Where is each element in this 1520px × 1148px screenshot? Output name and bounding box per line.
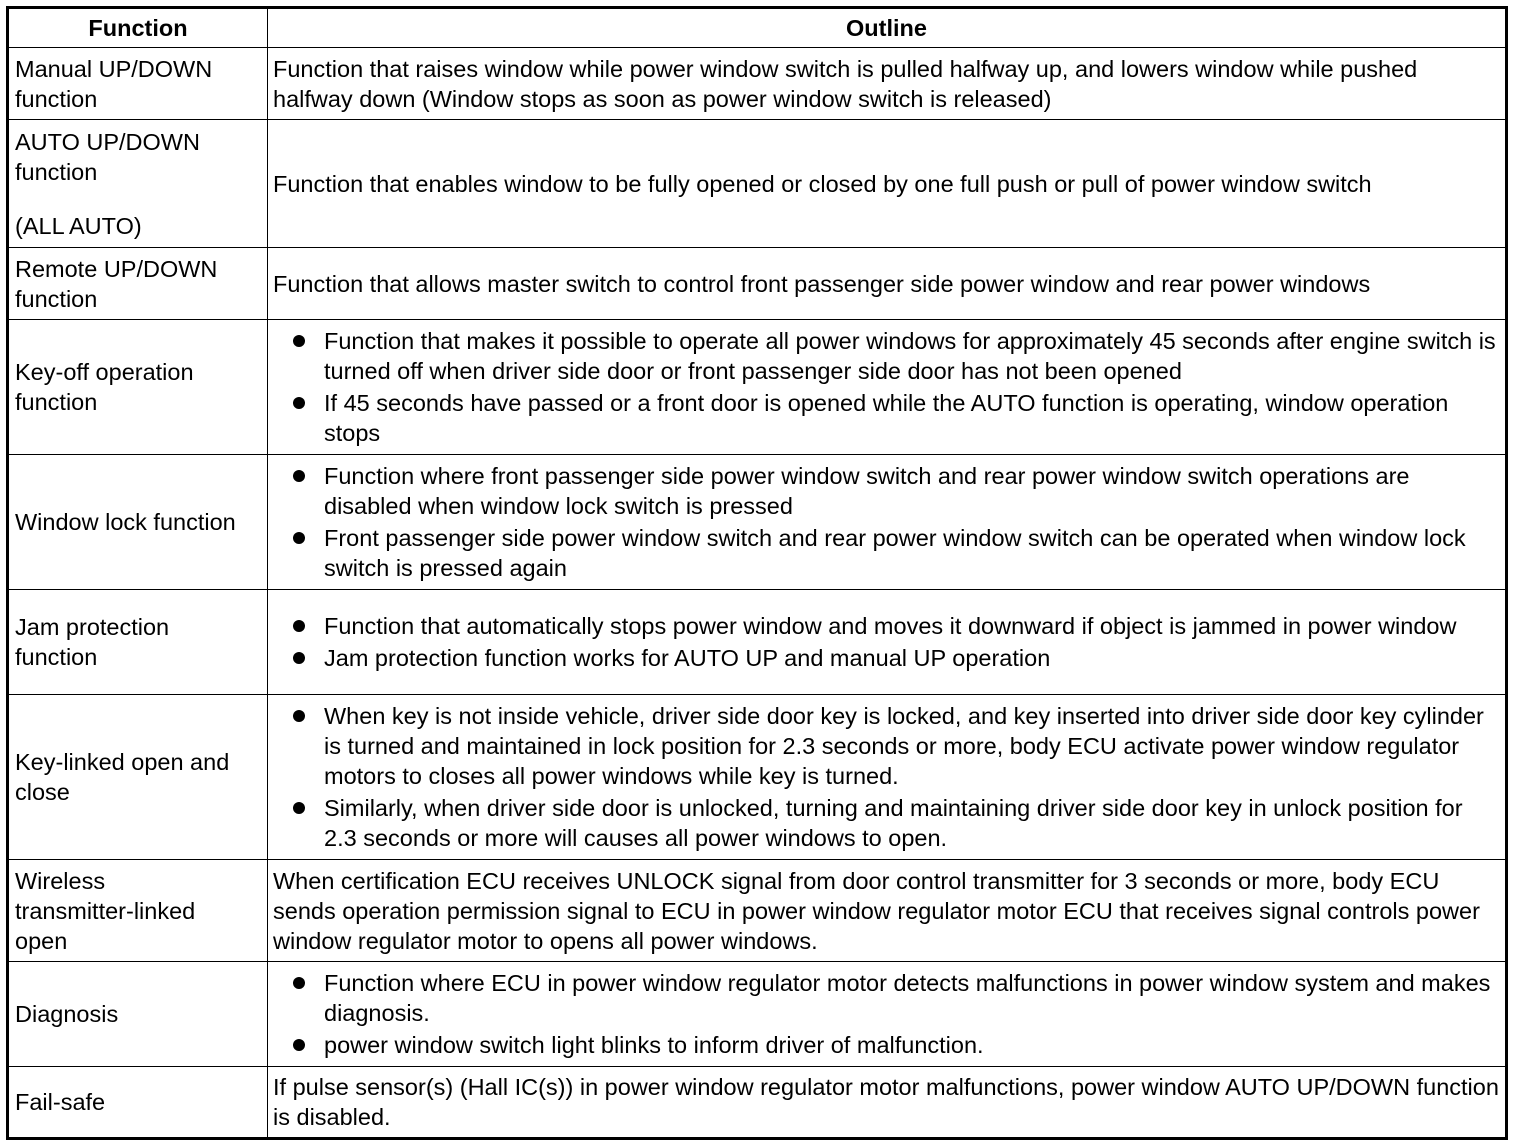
function-label: Key-off operation	[15, 359, 194, 385]
table-row	[8, 590, 1507, 695]
function-label: AUTO UP/DOWN	[15, 128, 200, 155]
outline-cell	[268, 695, 1507, 860]
function-cell	[8, 248, 268, 320]
function-label: Fail-safe	[15, 1089, 106, 1115]
bullet-text: If 45 seconds have passed or a front door is opened while the AUTO function is operating, window operation stops	[324, 390, 1449, 446]
function-label: Key-linked open and	[15, 749, 230, 775]
bullet-list	[278, 461, 1501, 583]
list-item	[278, 388, 1501, 448]
outline-cell: If pulse sensor(s) (Hall IC(s)) in power window regulator motor malfunctions, power window AUTO UP/DOWN function is disabled.	[268, 1067, 1507, 1139]
bullet-icon	[293, 620, 305, 632]
power-window-function-table	[6, 6, 1508, 1140]
list-item	[278, 793, 1501, 853]
list-item	[278, 968, 1501, 1028]
bullet-text: Function where front passenger side power window switch and rear power window switch operations are disabled when window lock switch is pressed	[324, 463, 1410, 519]
function-label: function	[15, 644, 98, 670]
table-row	[8, 455, 1507, 590]
bullet-text: Front passenger side power window switch and rear power window switch can be operated when window lock switch is pressed again	[324, 525, 1466, 581]
bullet-text: Function where ECU in power window regulator motor detects malfunctions in power window system and makes diagnosis.	[324, 970, 1491, 1026]
function-label: open	[15, 927, 68, 954]
function-cell	[8, 695, 268, 860]
function-cell	[8, 320, 268, 455]
bullet-list	[278, 326, 1501, 448]
function-label: transmitter-linked	[15, 897, 196, 924]
function-label: function	[15, 389, 98, 415]
list-item	[278, 461, 1501, 521]
bullet-text: Jam protection function works for AUTO UP and manual UP operation	[324, 645, 1051, 671]
bullet-icon	[293, 802, 305, 814]
outline-cell	[268, 320, 1507, 455]
table-row	[8, 48, 1507, 120]
bullet-list	[278, 701, 1501, 853]
table-row	[8, 695, 1507, 860]
function-label: Manual UP/DOWN	[15, 55, 213, 82]
bullet-text: Function that automatically stops power window and moves it downward if object is jammed in power window	[324, 613, 1457, 639]
outline-cell: Function that allows master switch to control front passenger side power window and rear power windows	[268, 248, 1507, 320]
table-row	[8, 120, 1507, 248]
bullet-text: When key is not inside vehicle, driver side door key is locked, and key inserted into driver side door key cylinder is turned and maintained in lock position for 2.3 seconds or more, body ECU activate power window regulator motors to closes all power windows while key is turned.	[324, 703, 1484, 789]
function-cell	[8, 962, 268, 1067]
function-label: function	[15, 85, 98, 112]
function-cell	[8, 860, 268, 962]
outline-cell: When certification ECU receives UNLOCK signal from door control transmitter for 3 seconds or more, body ECU sends operation permission signal to ECU in power window regulator motor ECU that receives signal controls power window regulator motor to opens all power windows.	[268, 860, 1507, 962]
function-cell	[8, 120, 268, 248]
function-label: function	[15, 158, 98, 185]
table-row	[8, 1067, 1507, 1139]
bullet-icon	[293, 335, 305, 347]
outline-cell: Function that enables window to be fully opened or closed by one full push or pull of power window switch	[268, 120, 1507, 248]
outline-cell	[268, 455, 1507, 590]
function-cell	[8, 1067, 268, 1139]
list-item	[278, 611, 1501, 641]
table-row	[8, 248, 1507, 320]
spacer	[15, 187, 261, 211]
function-label: Window lock function	[15, 509, 236, 535]
table-row	[8, 860, 1507, 962]
bullet-icon	[293, 977, 305, 989]
function-label: close	[15, 779, 70, 805]
outline-cell	[268, 962, 1507, 1067]
outline-cell	[268, 590, 1507, 695]
function-cell	[8, 455, 268, 590]
bullet-icon	[293, 397, 305, 409]
table-row	[8, 320, 1507, 455]
function-label: Jam protection	[15, 614, 170, 640]
function-label: Wireless	[15, 867, 106, 894]
list-item	[278, 523, 1501, 583]
outline-cell: Function that raises window while power window switch is pulled halfway up, and lowers window while pushed halfway down (Window stops as soon as power window switch is released)	[268, 48, 1507, 120]
bullet-icon	[293, 652, 305, 664]
bullet-text: power window switch light blinks to inform driver of malfunction.	[324, 1032, 984, 1058]
header-outline: Outline	[268, 8, 1507, 48]
table-row	[8, 962, 1507, 1067]
header-function: Function	[8, 8, 268, 48]
bullet-list	[278, 968, 1501, 1060]
bullet-icon	[293, 532, 305, 544]
bullet-icon	[293, 710, 305, 722]
list-item	[278, 643, 1501, 673]
bullet-list	[278, 611, 1501, 673]
list-item	[278, 701, 1501, 791]
function-cell	[8, 590, 268, 695]
list-item	[278, 1030, 1501, 1060]
header-row	[8, 8, 1507, 48]
function-cell	[8, 48, 268, 120]
function-label: Diagnosis	[15, 1001, 119, 1027]
bullet-text: Similarly, when driver side door is unlocked, turning and maintaining driver side door key in unlock position for 2.3 seconds or more will causes all power windows to open.	[324, 795, 1463, 851]
bullet-text: Function that makes it possible to operate all power windows for approximately 45 seconds after engine switch is turned off when driver side door or front passenger side door has not been opened	[324, 328, 1496, 384]
bullet-icon	[293, 470, 305, 482]
function-note: (ALL AUTO)	[15, 212, 142, 239]
list-item	[278, 326, 1501, 386]
function-label: Remote UP/DOWN	[15, 255, 218, 282]
bullet-icon	[293, 1039, 305, 1051]
function-label: function	[15, 285, 98, 312]
